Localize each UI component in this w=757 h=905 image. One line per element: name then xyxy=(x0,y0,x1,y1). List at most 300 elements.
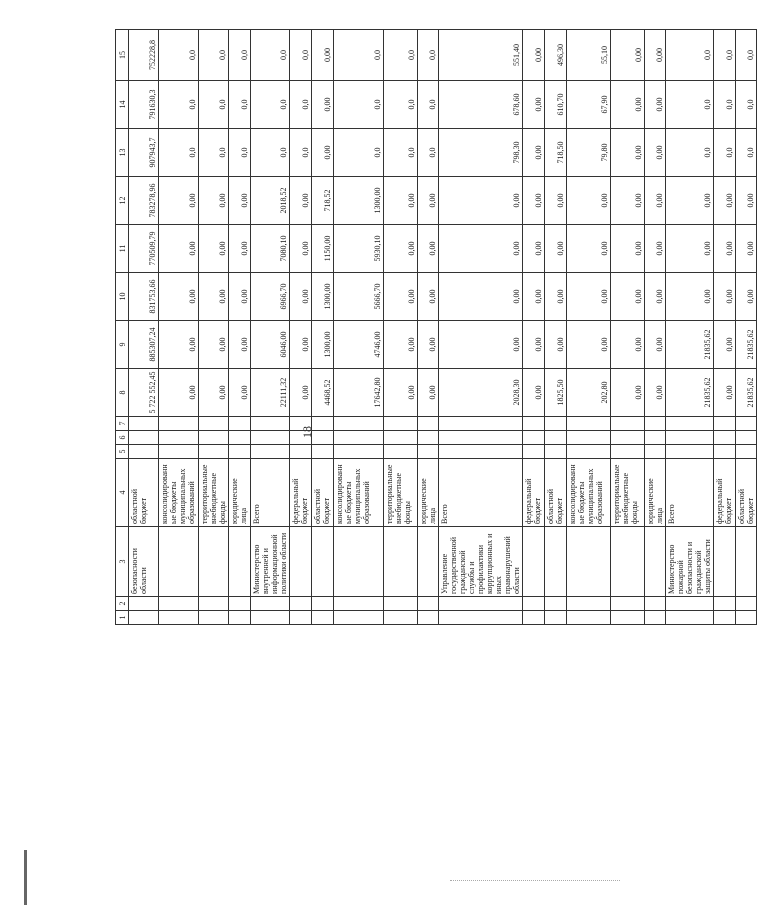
column-number: 10 xyxy=(116,273,129,321)
amount-cell: 0,0 xyxy=(159,129,199,177)
amount-cell: 0,0 xyxy=(290,30,312,81)
amount-cell: 0,0 xyxy=(736,30,757,81)
responsible-executor-cell xyxy=(418,527,439,597)
cell-col6 xyxy=(290,431,312,445)
amount-cell: 6046,00 xyxy=(251,321,290,369)
table-row xyxy=(159,30,199,625)
cell-col6 xyxy=(251,431,290,445)
amount-cell: 0,00 xyxy=(290,321,312,369)
amount-cell: 0,00 xyxy=(384,321,418,369)
responsible-executor-cell: Управление государственной гражданской службы и профилактики коррупционных и иных правонарушений области xyxy=(439,527,523,597)
column-number: 5 xyxy=(116,445,129,459)
amount-cell: 752228,8 xyxy=(129,30,159,81)
table-row xyxy=(251,30,290,625)
cell-col2 xyxy=(439,597,523,611)
funding-source-cell: федеральный бюджет xyxy=(523,459,545,527)
amount-cell: 0,0 xyxy=(229,81,251,129)
cell-col6 xyxy=(159,431,199,445)
responsible-executor-cell: безопасности области xyxy=(129,527,159,597)
responsible-executor-cell xyxy=(645,527,666,597)
cell-col1 xyxy=(290,611,312,625)
cell-col7 xyxy=(334,417,384,431)
cell-col1 xyxy=(714,611,736,625)
amount-cell: 0,00 xyxy=(567,177,611,225)
funding-source-cell: Всего xyxy=(666,459,714,527)
funding-source-cell: областной бюджет xyxy=(129,459,159,527)
cell-col5 xyxy=(159,445,199,459)
cell-col2 xyxy=(129,597,159,611)
cell-col6 xyxy=(439,431,523,445)
amount-cell: 0,00 xyxy=(418,273,439,321)
amount-cell: 0,00 xyxy=(199,273,229,321)
responsible-executor-cell xyxy=(290,527,312,597)
cell-col7 xyxy=(229,417,251,431)
amount-cell: 0,0 xyxy=(418,129,439,177)
amount-cell: 0,00 xyxy=(611,225,645,273)
cell-col6 xyxy=(736,431,757,445)
cell-col7 xyxy=(567,417,611,431)
amount-cell: 21835,62 xyxy=(736,369,757,417)
cell-col5 xyxy=(384,445,418,459)
cell-col1 xyxy=(567,611,611,625)
amount-cell: 770509,79 xyxy=(129,225,159,273)
amount-cell: 0,0 xyxy=(199,129,229,177)
amount-cell: 0,00 xyxy=(159,321,199,369)
funding-source-cell: федеральный бюджет xyxy=(714,459,736,527)
amount-cell: 0,00 xyxy=(567,321,611,369)
table-row xyxy=(199,30,229,625)
amount-cell: 0,00 xyxy=(418,225,439,273)
cell-col5 xyxy=(251,445,290,459)
cell-col5 xyxy=(645,445,666,459)
amount-cell: 4468,52 xyxy=(312,369,334,417)
amount-cell: 0,00 xyxy=(611,177,645,225)
amount-cell: 17642,80 xyxy=(334,369,384,417)
funding-source-cell: территориальные внебюджетные фонды xyxy=(611,459,645,527)
cell-col5 xyxy=(545,445,567,459)
amount-cell: 0,00 xyxy=(545,273,567,321)
cell-col7 xyxy=(439,417,523,431)
table-body xyxy=(116,30,757,625)
cell-col7 xyxy=(736,417,757,431)
column-number: 9 xyxy=(116,321,129,369)
amount-cell: 610,70 xyxy=(545,81,567,129)
amount-cell: 0,00 xyxy=(229,225,251,273)
amount-cell: 0,00 xyxy=(666,177,714,225)
amount-cell: 551,40 xyxy=(439,30,523,81)
cell-col1 xyxy=(334,611,384,625)
cell-col5 xyxy=(229,445,251,459)
funding-source-cell: федеральный бюджет xyxy=(290,459,312,527)
amount-cell: 831753,66 xyxy=(129,273,159,321)
cell-col7 xyxy=(645,417,666,431)
table-row xyxy=(736,30,757,625)
table-row xyxy=(384,30,418,625)
responsible-executor-cell xyxy=(229,527,251,597)
amount-cell: 22111,32 xyxy=(251,369,290,417)
amount-cell: 0,00 xyxy=(418,177,439,225)
cell-col6 xyxy=(545,431,567,445)
amount-cell: 0,00 xyxy=(736,177,757,225)
amount-cell: 0,00 xyxy=(439,177,523,225)
table-row xyxy=(312,30,334,625)
cell-col5 xyxy=(666,445,714,459)
cell-col2 xyxy=(384,597,418,611)
amount-cell: 79,80 xyxy=(567,129,611,177)
responsible-executor-cell xyxy=(312,527,334,597)
amount-cell: 0,00 xyxy=(714,177,736,225)
cell-col2 xyxy=(645,597,666,611)
amount-cell: 0,00 xyxy=(545,225,567,273)
amount-cell: 0,00 xyxy=(439,321,523,369)
amount-cell: 0,00 xyxy=(290,369,312,417)
amount-cell: 0,0 xyxy=(666,30,714,81)
amount-cell: 5930,10 xyxy=(334,225,384,273)
amount-cell: 0,0 xyxy=(384,129,418,177)
amount-cell: 0,0 xyxy=(199,81,229,129)
cell-col1 xyxy=(418,611,439,625)
amount-cell: 0,00 xyxy=(714,225,736,273)
cell-col1 xyxy=(439,611,523,625)
amount-cell: 0,00 xyxy=(645,273,666,321)
amount-cell: 0,00 xyxy=(523,225,545,273)
table-row xyxy=(523,30,545,625)
cell-col6 xyxy=(334,431,384,445)
amount-cell: 0,0 xyxy=(736,129,757,177)
column-number: 12 xyxy=(116,177,129,225)
cell-col2 xyxy=(736,597,757,611)
cell-col7 xyxy=(523,417,545,431)
amount-cell: 0,00 xyxy=(418,321,439,369)
amount-cell: 0,00 xyxy=(523,177,545,225)
responsible-executor-cell xyxy=(384,527,418,597)
cell-col1 xyxy=(384,611,418,625)
cell-col6 xyxy=(714,431,736,445)
amount-cell: 0,00 xyxy=(229,369,251,417)
amount-cell: 0,0 xyxy=(418,30,439,81)
amount-cell: 1825,50 xyxy=(545,369,567,417)
amount-cell: 0,00 xyxy=(199,177,229,225)
cell-col1 xyxy=(199,611,229,625)
amount-cell: 0,0 xyxy=(418,81,439,129)
amount-cell: 0,00 xyxy=(523,321,545,369)
column-number: 8 xyxy=(116,369,129,417)
funding-source-cell: юридические лица xyxy=(229,459,251,527)
column-number: 2 xyxy=(116,597,129,611)
amount-cell: 0,00 xyxy=(439,225,523,273)
funding-source-cell: территориальные внебюджетные фонды xyxy=(384,459,418,527)
amount-cell: 0,00 xyxy=(567,225,611,273)
amount-cell: 0,00 xyxy=(384,369,418,417)
amount-cell: 0,00 xyxy=(523,369,545,417)
amount-cell: 0,00 xyxy=(545,321,567,369)
cell-col6 xyxy=(611,431,645,445)
table-row xyxy=(439,30,523,625)
table-row xyxy=(334,30,384,625)
amount-cell: 0,00 xyxy=(611,30,645,81)
cell-col7 xyxy=(251,417,290,431)
column-number: 11 xyxy=(116,225,129,273)
cell-col5 xyxy=(439,445,523,459)
amount-cell: 0,00 xyxy=(666,273,714,321)
cell-col5 xyxy=(290,445,312,459)
amount-cell: 4746,00 xyxy=(334,321,384,369)
amount-cell: 202,80 xyxy=(567,369,611,417)
cell-col7 xyxy=(666,417,714,431)
cell-col2 xyxy=(666,597,714,611)
cell-col5 xyxy=(611,445,645,459)
amount-cell: 0,0 xyxy=(334,81,384,129)
responsible-executor-cell xyxy=(159,527,199,597)
column-number-row xyxy=(116,30,129,625)
amount-cell: 0,00 xyxy=(199,321,229,369)
cell-col2 xyxy=(523,597,545,611)
cell-col6 xyxy=(418,431,439,445)
cell-col2 xyxy=(251,597,290,611)
funding-source-cell: юридические лица xyxy=(418,459,439,527)
cell-col5 xyxy=(334,445,384,459)
amount-cell: 0,00 xyxy=(714,321,736,369)
column-number: 6 xyxy=(116,431,129,445)
amount-cell: 907943,7 xyxy=(129,129,159,177)
cell-col5 xyxy=(418,445,439,459)
amount-cell: 21835,62 xyxy=(666,369,714,417)
amount-cell: 0,00 xyxy=(645,321,666,369)
cell-col1 xyxy=(159,611,199,625)
funding-source-cell: юридические лица xyxy=(645,459,666,527)
scan-edge-mark xyxy=(24,850,27,905)
amount-cell: 0,00 xyxy=(523,30,545,81)
table-row xyxy=(545,30,567,625)
cell-col1 xyxy=(736,611,757,625)
rotated-table-page xyxy=(115,30,755,625)
cell-col6 xyxy=(199,431,229,445)
amount-cell: 0,0 xyxy=(290,81,312,129)
amount-cell: 6966,70 xyxy=(251,273,290,321)
amount-cell: 0,0 xyxy=(229,30,251,81)
amount-cell: 0,00 xyxy=(645,225,666,273)
amount-cell: 0,00 xyxy=(199,369,229,417)
amount-cell: 0,00 xyxy=(418,369,439,417)
responsible-executor-cell: Министерство внутренней и информационной политики области xyxy=(251,527,290,597)
amount-cell: 0,00 xyxy=(312,81,334,129)
amount-cell: 67,90 xyxy=(567,81,611,129)
cell-col7 xyxy=(129,417,159,431)
cell-col5 xyxy=(714,445,736,459)
responsible-executor-cell xyxy=(714,527,736,597)
amount-cell: 0,00 xyxy=(736,225,757,273)
column-number: 1 xyxy=(116,611,129,625)
amount-cell: 1300,00 xyxy=(312,321,334,369)
cell-col2 xyxy=(567,597,611,611)
amount-cell: 21835,62 xyxy=(736,321,757,369)
responsible-executor-cell xyxy=(736,527,757,597)
cell-col7 xyxy=(290,417,312,431)
funding-source-cell: областной бюджет xyxy=(736,459,757,527)
amount-cell: 0,0 xyxy=(714,30,736,81)
amount-cell: 0,00 xyxy=(523,81,545,129)
amount-cell: 0,00 xyxy=(229,177,251,225)
funding-source-cell: Всего xyxy=(251,459,290,527)
responsible-executor-cell xyxy=(199,527,229,597)
amount-cell: 0,0 xyxy=(251,30,290,81)
cell-col7 xyxy=(312,417,334,431)
column-number: 3 xyxy=(116,527,129,597)
amount-cell: 0,0 xyxy=(251,81,290,129)
amount-cell: 0,00 xyxy=(290,273,312,321)
amount-cell: 0,00 xyxy=(736,273,757,321)
cell-col2 xyxy=(545,597,567,611)
amount-cell: 0,0 xyxy=(714,81,736,129)
column-number: 13 xyxy=(116,129,129,177)
amount-cell: 0,0 xyxy=(736,81,757,129)
amount-cell: 0,00 xyxy=(199,225,229,273)
cell-col7 xyxy=(418,417,439,431)
cell-col2 xyxy=(611,597,645,611)
amount-cell: 496,30 xyxy=(545,30,567,81)
cell-col1 xyxy=(666,611,714,625)
amount-cell: 0,00 xyxy=(312,30,334,81)
amount-cell: 0,00 xyxy=(384,225,418,273)
responsible-executor-cell xyxy=(523,527,545,597)
table-row xyxy=(229,30,251,625)
cell-col2 xyxy=(312,597,334,611)
amount-cell: 0,00 xyxy=(523,273,545,321)
cell-col5 xyxy=(199,445,229,459)
cell-col7 xyxy=(384,417,418,431)
responsible-executor-cell xyxy=(611,527,645,597)
cell-col6 xyxy=(523,431,545,445)
amount-cell: 885307,24 xyxy=(129,321,159,369)
amount-cell: 2028,30 xyxy=(439,369,523,417)
amount-cell: 0,00 xyxy=(159,273,199,321)
amount-cell: 0,0 xyxy=(251,129,290,177)
amount-cell: 1300,00 xyxy=(334,177,384,225)
amount-cell: 0,0 xyxy=(666,81,714,129)
amount-cell: 0,00 xyxy=(439,273,523,321)
amount-cell: 718,50 xyxy=(545,129,567,177)
amount-cell: 0,00 xyxy=(523,129,545,177)
amount-cell: 678,60 xyxy=(439,81,523,129)
amount-cell: 0,00 xyxy=(159,369,199,417)
cell-col2 xyxy=(290,597,312,611)
table-row xyxy=(645,30,666,625)
cell-col2 xyxy=(199,597,229,611)
amount-cell: 0,00 xyxy=(714,369,736,417)
amount-cell: 0,0 xyxy=(290,129,312,177)
amount-cell: 0,00 xyxy=(714,273,736,321)
cell-col2 xyxy=(418,597,439,611)
amount-cell: 0,00 xyxy=(229,321,251,369)
cell-col2 xyxy=(229,597,251,611)
amount-cell: 1300,00 xyxy=(312,273,334,321)
cell-col1 xyxy=(545,611,567,625)
cell-col7 xyxy=(714,417,736,431)
amount-cell: 0,0 xyxy=(334,30,384,81)
amount-cell: 21835,62 xyxy=(666,321,714,369)
budget-table xyxy=(115,29,757,625)
funding-source-cell: консолидированные бюджеты муниципальных образований xyxy=(334,459,384,527)
column-number: 7 xyxy=(116,417,129,431)
funding-source-cell: консолидированные бюджеты муниципальных образований xyxy=(159,459,199,527)
amount-cell: 783278,96 xyxy=(129,177,159,225)
funding-source-cell: областной бюджет xyxy=(312,459,334,527)
cell-col1 xyxy=(251,611,290,625)
amount-cell: 0,00 xyxy=(567,273,611,321)
amount-cell: 0,00 xyxy=(611,129,645,177)
amount-cell: 2018,52 xyxy=(251,177,290,225)
funding-source-cell: территориальные внебюджетные фонды xyxy=(199,459,229,527)
amount-cell: 1150,00 xyxy=(312,225,334,273)
table-row xyxy=(567,30,611,625)
scan-noise-line xyxy=(450,880,620,882)
amount-cell: 55,10 xyxy=(567,30,611,81)
page-number: 18 xyxy=(300,426,314,438)
amount-cell: 0,00 xyxy=(611,273,645,321)
amount-cell: 0,00 xyxy=(645,81,666,129)
amount-cell: 0,00 xyxy=(645,30,666,81)
cell-col6 xyxy=(567,431,611,445)
funding-source-cell: областной бюджет xyxy=(545,459,567,527)
table-row xyxy=(666,30,714,625)
amount-cell: 0,0 xyxy=(159,30,199,81)
amount-cell: 0,00 xyxy=(290,225,312,273)
amount-cell: 0,00 xyxy=(611,81,645,129)
amount-cell: 0,0 xyxy=(159,81,199,129)
amount-cell: 718,52 xyxy=(312,177,334,225)
cell-col1 xyxy=(645,611,666,625)
cell-col1 xyxy=(611,611,645,625)
amount-cell: 0,00 xyxy=(645,129,666,177)
cell-col2 xyxy=(334,597,384,611)
cell-col5 xyxy=(312,445,334,459)
column-number: 4 xyxy=(116,459,129,527)
amount-cell: 0,00 xyxy=(384,273,418,321)
cell-col6 xyxy=(229,431,251,445)
table-row xyxy=(290,30,312,625)
responsible-executor-cell xyxy=(545,527,567,597)
cell-col5 xyxy=(567,445,611,459)
amount-cell: 791630,3 xyxy=(129,81,159,129)
responsible-executor-cell xyxy=(334,527,384,597)
cell-col7 xyxy=(545,417,567,431)
cell-col1 xyxy=(129,611,159,625)
amount-cell: 0,00 xyxy=(229,273,251,321)
cell-col5 xyxy=(523,445,545,459)
amount-cell: 0,00 xyxy=(384,177,418,225)
table-row xyxy=(129,30,159,625)
cell-col2 xyxy=(714,597,736,611)
amount-cell: 0,0 xyxy=(199,30,229,81)
cell-col1 xyxy=(229,611,251,625)
cell-col6 xyxy=(384,431,418,445)
cell-col7 xyxy=(199,417,229,431)
amount-cell: 0,0 xyxy=(229,129,251,177)
amount-cell: 5 722 552,45 xyxy=(129,369,159,417)
table-row xyxy=(714,30,736,625)
responsible-executor-cell: Министерство пожарной безопасности и гражданской защиты области xyxy=(666,527,714,597)
amount-cell: 0,00 xyxy=(159,225,199,273)
amount-cell: 5666,70 xyxy=(334,273,384,321)
amount-cell: 0,0 xyxy=(384,30,418,81)
column-number: 14 xyxy=(116,81,129,129)
funding-source-cell: консолидированные бюджеты муниципальных образований xyxy=(567,459,611,527)
column-number: 15 xyxy=(116,30,129,81)
cell-col7 xyxy=(611,417,645,431)
amount-cell: 7080,10 xyxy=(251,225,290,273)
cell-col5 xyxy=(736,445,757,459)
funding-source-cell: Всего xyxy=(439,459,523,527)
